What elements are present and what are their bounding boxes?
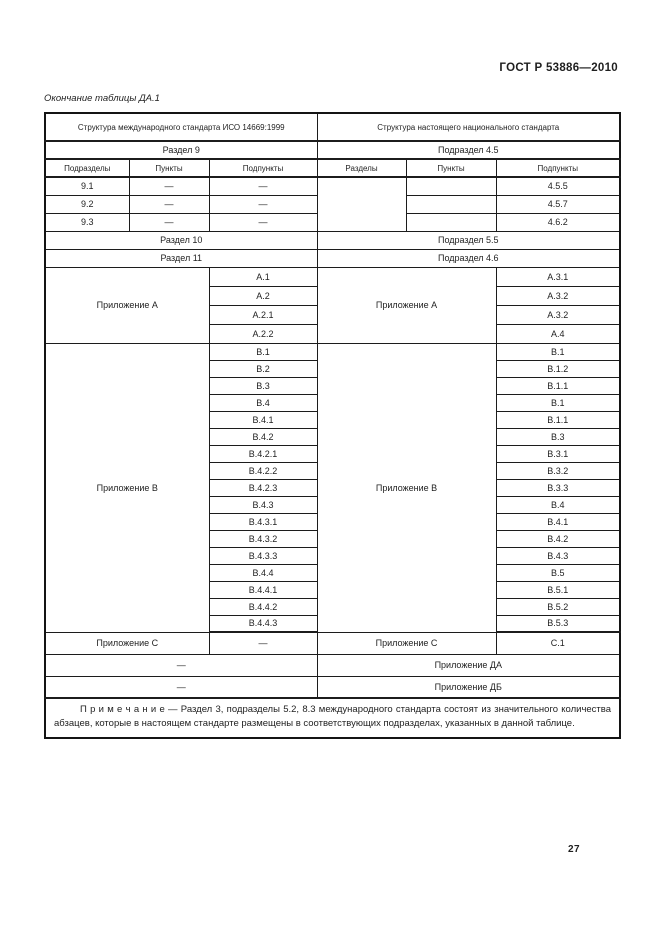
table-cell-empty [406,195,496,213]
col-header-points-nat: Пункты [406,159,496,177]
table-cell: В.4.3 [496,547,620,564]
table-caption: Окончание таблицы ДА.1 [44,93,160,104]
section-row [45,141,620,159]
col-header-subpoints-nat: Подпункты [496,159,620,177]
table-cell: — [129,195,209,213]
note-row [45,698,620,738]
table-cell: В.4.2.2 [209,462,317,479]
table-cell: — [129,177,209,195]
table-cell: А.1 [209,267,317,286]
table-cell: — [209,177,317,195]
table-cell: В.1.2 [496,360,620,377]
table-cell: В.1 [496,343,620,360]
table-cell: В.5.1 [496,581,620,598]
table-cell: В.4.3.2 [209,530,317,547]
annex-db-row [45,676,620,698]
table-cell: В.1.1 [496,377,620,394]
section-label-iso: Раздел 9 [45,141,317,159]
col-header-subpoints-iso: Подпункты [209,159,317,177]
table-cell: В.4.4.1 [209,581,317,598]
table-cell: А.4 [496,324,620,343]
table-cell: — [209,213,317,231]
comparison-table-wrapper [44,112,619,739]
section-label-national: Подраздел 5.5 [317,231,620,249]
table-cell: В.3 [209,377,317,394]
annex-da-row [45,654,620,676]
table-cell: В.3 [496,428,620,445]
table-cell-empty [317,177,406,231]
table-cell: А.2.1 [209,305,317,324]
document-number: ГОСТ Р 53886—2010 [499,62,618,74]
appendix-c-row [45,632,620,654]
table-cell: А.2 [209,286,317,305]
table-cell: 4.5.7 [496,195,620,213]
table-cell: — [209,195,317,213]
table-cell-empty [406,177,496,195]
table-cell-empty [406,213,496,231]
comparison-table [44,112,621,739]
table-cell: В.4.1 [209,411,317,428]
annex-da-label: Приложение ДА [317,654,620,676]
table-row [45,343,620,360]
table-cell: — [45,654,317,676]
table-cell: А.3.1 [496,267,620,286]
table-row [45,267,620,286]
table-cell: В.4 [209,394,317,411]
table-cell: В.5.3 [496,615,620,632]
table-cell: — [45,676,317,698]
table-cell: В.2 [209,360,317,377]
table-cell: В.3.2 [496,462,620,479]
appendix-b-label-iso: Приложение В [45,343,209,632]
table-cell: В.3.1 [496,445,620,462]
group-header-row [45,113,620,141]
table-cell: 9.2 [45,195,129,213]
appendix-a-label-national: Приложение А [317,267,496,343]
table-cell: В.4 [496,496,620,513]
table-cell: 9.3 [45,213,129,231]
table-cell: А.2.2 [209,324,317,343]
group-header-national: Структура настоящего национального стандарта [317,113,620,141]
table-cell: В.4.2 [209,428,317,445]
table-cell: В.4.4.2 [209,598,317,615]
section-row [45,231,620,249]
appendix-c-label-national: Приложение С [317,632,496,654]
group-header-iso: Структура международного стандарта ИСО 14669:1999 [45,113,317,141]
col-header-sections: Разделы [317,159,406,177]
table-cell: — [209,632,317,654]
appendix-a-label-iso: Приложение А [45,267,209,343]
section-label-national: Подраздел 4.5 [317,141,620,159]
table-cell: В.4.2.1 [209,445,317,462]
table-cell: А.3.2 [496,305,620,324]
table-cell: В.4.2 [496,530,620,547]
table-cell: В.4.3.1 [209,513,317,530]
column-header-row [45,159,620,177]
appendix-c-label-iso: Приложение С [45,632,209,654]
table-cell: В.4.3 [209,496,317,513]
col-header-points-iso: Пункты [129,159,209,177]
section-label-national: Подраздел 4.6 [317,249,620,267]
note-cell [45,698,620,738]
table-cell: В.1 [209,343,317,360]
table-cell: В.4.1 [496,513,620,530]
table-cell: В.4.3.3 [209,547,317,564]
table-cell: А.3.2 [496,286,620,305]
table-cell: В.3.3 [496,479,620,496]
table-cell: В.4.4 [209,564,317,581]
col-header-subsections: Подразделы [45,159,129,177]
table-cell: С.1 [496,632,620,654]
table-cell: 9.1 [45,177,129,195]
table-cell: В.1.1 [496,411,620,428]
section-label-iso: Раздел 10 [45,231,317,249]
page-number: 27 [568,844,581,855]
table-row [45,177,620,195]
table-note: П р и м е ч а н и е — Раздел 3, подразделы 5.2, 8.3 международного стандарта состоят из значительного количества абзацев, которые в настоящем стандарте размещены в соответствующих подразделах, указанных в данной таблице. [54,704,612,729]
table-cell: В.1 [496,394,620,411]
appendix-b-label-national: Приложение В [317,343,496,632]
annex-db-label: Приложение ДБ [317,676,620,698]
table-cell: В.5 [496,564,620,581]
section-label-iso: Раздел 11 [45,249,317,267]
table-cell: — [129,213,209,231]
table-cell: В.5.2 [496,598,620,615]
table-cell: 4.6.2 [496,213,620,231]
table-cell: 4.5.5 [496,177,620,195]
table-cell: В.4.4.3 [209,615,317,632]
section-row [45,249,620,267]
table-cell: В.4.2.3 [209,479,317,496]
